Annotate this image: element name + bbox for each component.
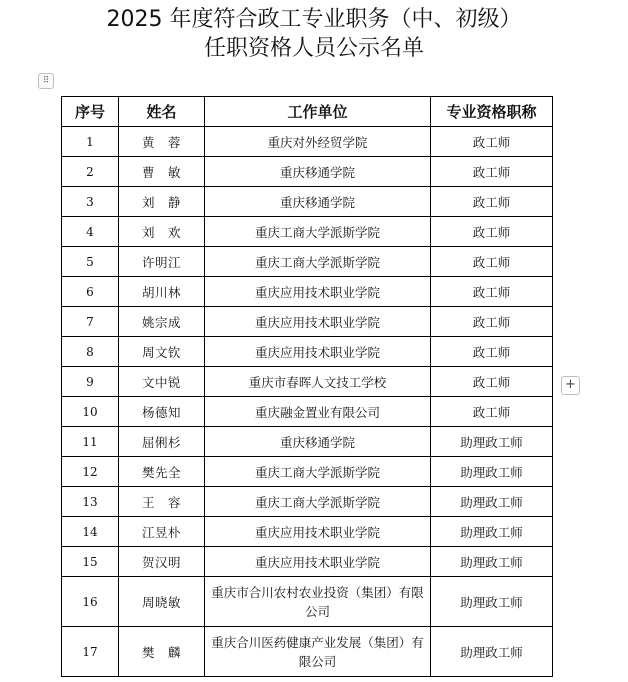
cell-name: 黄 蓉 (119, 127, 205, 157)
table-body (62, 127, 553, 677)
cell-work-unit: 重庆移通学院 (205, 427, 431, 457)
cell-qualification: 政工师 (431, 247, 553, 277)
cell-qualification: 政工师 (431, 217, 553, 247)
cell-qualification: 助理政工师 (431, 627, 553, 677)
cell-name: 刘 静 (119, 187, 205, 217)
cell-serial: 9 (62, 367, 119, 397)
cell-serial: 3 (62, 187, 119, 217)
header-work-unit: 工作单位 (205, 97, 431, 127)
table-row (62, 547, 553, 577)
cell-qualification: 助理政工师 (431, 547, 553, 577)
document-title-line-2: 任职资格人员公示名单 (203, 36, 424, 61)
personnel-table (61, 96, 553, 677)
table-row (62, 397, 553, 427)
cell-serial: 10 (62, 397, 119, 427)
cell-serial: 6 (62, 277, 119, 307)
cell-serial: 8 (62, 337, 119, 367)
cell-qualification: 助理政工师 (431, 577, 553, 627)
table-header-row (62, 97, 553, 127)
cell-qualification: 政工师 (431, 187, 553, 217)
cell-serial: 14 (62, 517, 119, 547)
cell-serial: 16 (62, 577, 119, 627)
table-row (62, 307, 553, 337)
cell-work-unit: 重庆应用技术职业学院 (205, 517, 431, 547)
cell-qualification: 政工师 (431, 157, 553, 187)
table-row (62, 427, 553, 457)
cell-work-unit: 重庆应用技术职业学院 (205, 277, 431, 307)
cell-work-unit: 重庆移通学院 (205, 187, 431, 217)
cell-qualification: 助理政工师 (431, 427, 553, 457)
document-title-line-1: 2025 年度符合政工专业职务（中、初级） (106, 7, 522, 32)
table-row (62, 367, 553, 397)
cell-work-unit: 重庆移通学院 (205, 157, 431, 187)
cell-name: 屈俐杉 (119, 427, 205, 457)
table-row (62, 157, 553, 187)
cell-name: 樊先全 (119, 457, 205, 487)
cell-name: 胡川林 (119, 277, 205, 307)
table-row (62, 217, 553, 247)
cell-name: 许明江 (119, 247, 205, 277)
table-row (62, 277, 553, 307)
cell-name: 刘 欢 (119, 217, 205, 247)
cell-qualification: 政工师 (431, 367, 553, 397)
table-row (62, 577, 553, 627)
cell-qualification: 政工师 (431, 397, 553, 427)
cell-serial: 17 (62, 627, 119, 677)
table-row (62, 247, 553, 277)
cell-work-unit: 重庆应用技术职业学院 (205, 307, 431, 337)
cell-serial: 2 (62, 157, 119, 187)
move-handle-icon[interactable]: ⠿ (38, 73, 54, 89)
table-row (62, 487, 553, 517)
cell-serial: 1 (62, 127, 119, 157)
cell-qualification: 政工师 (431, 277, 553, 307)
header-qualification: 专业资格职称 (431, 97, 553, 127)
cell-work-unit: 重庆融金置业有限公司 (205, 397, 431, 427)
cell-work-unit: 重庆市春晖人文技工学校 (205, 367, 431, 397)
cell-serial: 13 (62, 487, 119, 517)
table-row (62, 187, 553, 217)
table-row (62, 337, 553, 367)
cell-name: 王 容 (119, 487, 205, 517)
cell-qualification: 政工师 (431, 307, 553, 337)
cell-name: 曹 敏 (119, 157, 205, 187)
cell-name: 周文钦 (119, 337, 205, 367)
header-serial: 序号 (62, 97, 119, 127)
cell-serial: 15 (62, 547, 119, 577)
cell-qualification: 助理政工师 (431, 457, 553, 487)
cell-name: 周晓敏 (119, 577, 205, 627)
cell-qualification: 政工师 (431, 337, 553, 367)
cell-work-unit: 重庆应用技术职业学院 (205, 337, 431, 367)
cell-name: 杨德知 (119, 397, 205, 427)
cell-qualification: 助理政工师 (431, 517, 553, 547)
cell-work-unit: 重庆对外经贸学院 (205, 127, 431, 157)
table-row (62, 457, 553, 487)
cell-name: 樊 麟 (119, 627, 205, 677)
cell-work-unit: 重庆工商大学派斯学院 (205, 247, 431, 277)
cell-work-unit: 重庆工商大学派斯学院 (205, 457, 431, 487)
cell-work-unit: 重庆应用技术职业学院 (205, 547, 431, 577)
table-row (62, 517, 553, 547)
cell-work-unit: 重庆合川医药健康产业发展（集团）有限公司 (205, 627, 431, 677)
header-name: 姓名 (119, 97, 205, 127)
cell-name: 姚宗成 (119, 307, 205, 337)
cell-qualification: 政工师 (431, 127, 553, 157)
cell-name: 贺汉明 (119, 547, 205, 577)
table-row (62, 127, 553, 157)
cell-serial: 5 (62, 247, 119, 277)
cell-serial: 11 (62, 427, 119, 457)
cell-name: 文中锐 (119, 367, 205, 397)
plus-icon[interactable]: + (561, 376, 580, 395)
cell-serial: 7 (62, 307, 119, 337)
cell-serial: 4 (62, 217, 119, 247)
cell-work-unit: 重庆工商大学派斯学院 (205, 487, 431, 517)
table-row (62, 627, 553, 677)
cell-serial: 12 (62, 457, 119, 487)
cell-name: 江昱朴 (119, 517, 205, 547)
cell-work-unit: 重庆市合川农村农业投资（集团）有限公司 (205, 577, 431, 627)
cell-qualification: 助理政工师 (431, 487, 553, 517)
cell-work-unit: 重庆工商大学派斯学院 (205, 217, 431, 247)
